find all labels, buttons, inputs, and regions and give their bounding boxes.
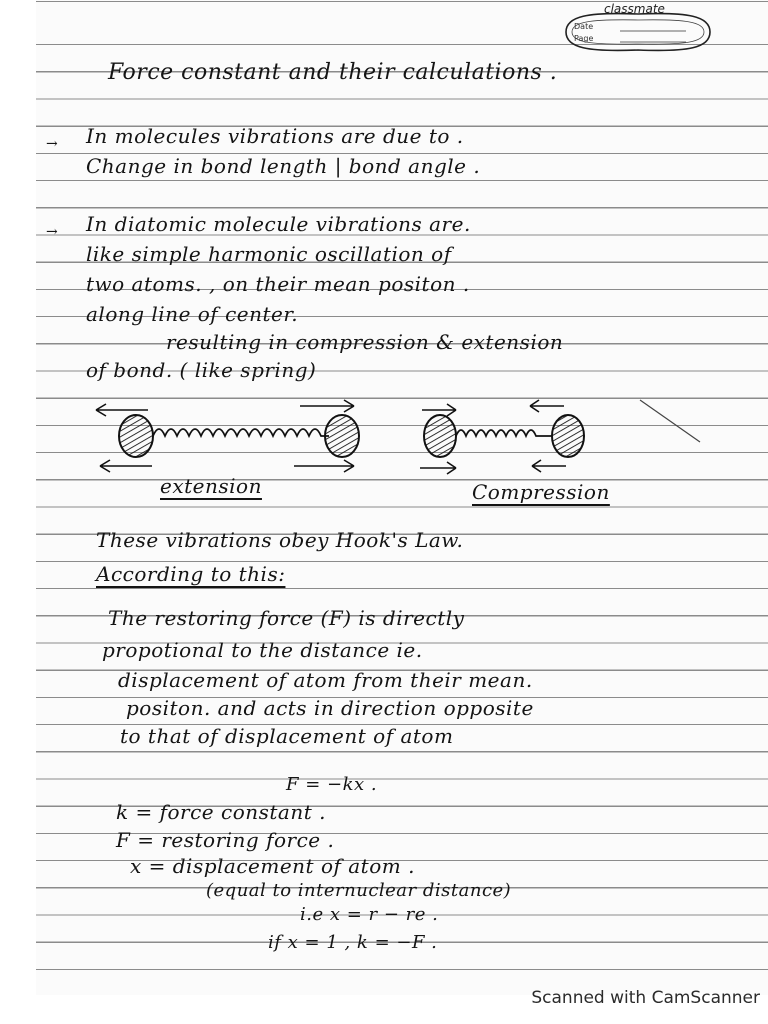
compressed-molecule-icon: [424, 415, 584, 457]
hooke-line-5: to that of displacement of atom: [120, 724, 454, 748]
para2-line-6: of bond. ( like spring): [86, 358, 317, 382]
def-x-note: (equal to internuclear distance): [206, 880, 512, 901]
hooke-line-1: The restoring force (F) is directly: [108, 606, 465, 630]
notebook-page: [36, 0, 768, 995]
def-x: x = displacement of atom .: [130, 854, 415, 878]
hooke-line-2: propotional to the distance ie.: [102, 638, 423, 662]
para2-line-4: along line of center.: [86, 302, 299, 326]
hooke-intro: These vibrations obey Hook's Law.: [96, 528, 464, 552]
stamp-page-label: Page: [574, 34, 594, 43]
def-if-x-1: if x = 1 , k = −F .: [268, 932, 438, 953]
hooke-heading: According to this:: [96, 562, 286, 586]
para2-line-1: In diatomic molecule vibrations are.: [86, 212, 471, 236]
para1-line-2: Change in bond length | bond angle .: [86, 154, 481, 178]
para1-line-1: In molecules vibrations are due to .: [86, 124, 464, 148]
spring-diagram: [36, 0, 768, 520]
para2-line-5: resulting in compression & extension: [166, 330, 564, 354]
compression-label: Compression: [472, 480, 610, 504]
extended-molecule-icon: [119, 415, 359, 457]
para2-line-2: like simple harmonic oscillation of: [86, 242, 452, 266]
arrow-bullet-icon: →: [46, 136, 59, 152]
scanner-watermark: Scanned with CamScanner: [531, 988, 760, 1008]
para2-line-3: two atoms. , on their mean positon .: [86, 272, 470, 296]
def-x-relation: i.e x = r − re .: [300, 904, 439, 925]
hooke-line-4: positon. and acts in direction opposite: [126, 696, 534, 720]
arrow-bullet-icon: →: [46, 224, 59, 240]
def-f: F = restoring force .: [116, 828, 335, 852]
def-k: k = force constant .: [116, 800, 326, 824]
page-title: Force constant and their calculations .: [108, 60, 558, 85]
hooke-formula: F = −kx .: [286, 774, 378, 795]
hooke-line-3: displacement of atom from their mean.: [118, 668, 533, 692]
extension-label: extension: [160, 474, 262, 498]
stamp-brand: classmate: [604, 2, 665, 16]
stamp-date-label: Date: [574, 22, 594, 31]
